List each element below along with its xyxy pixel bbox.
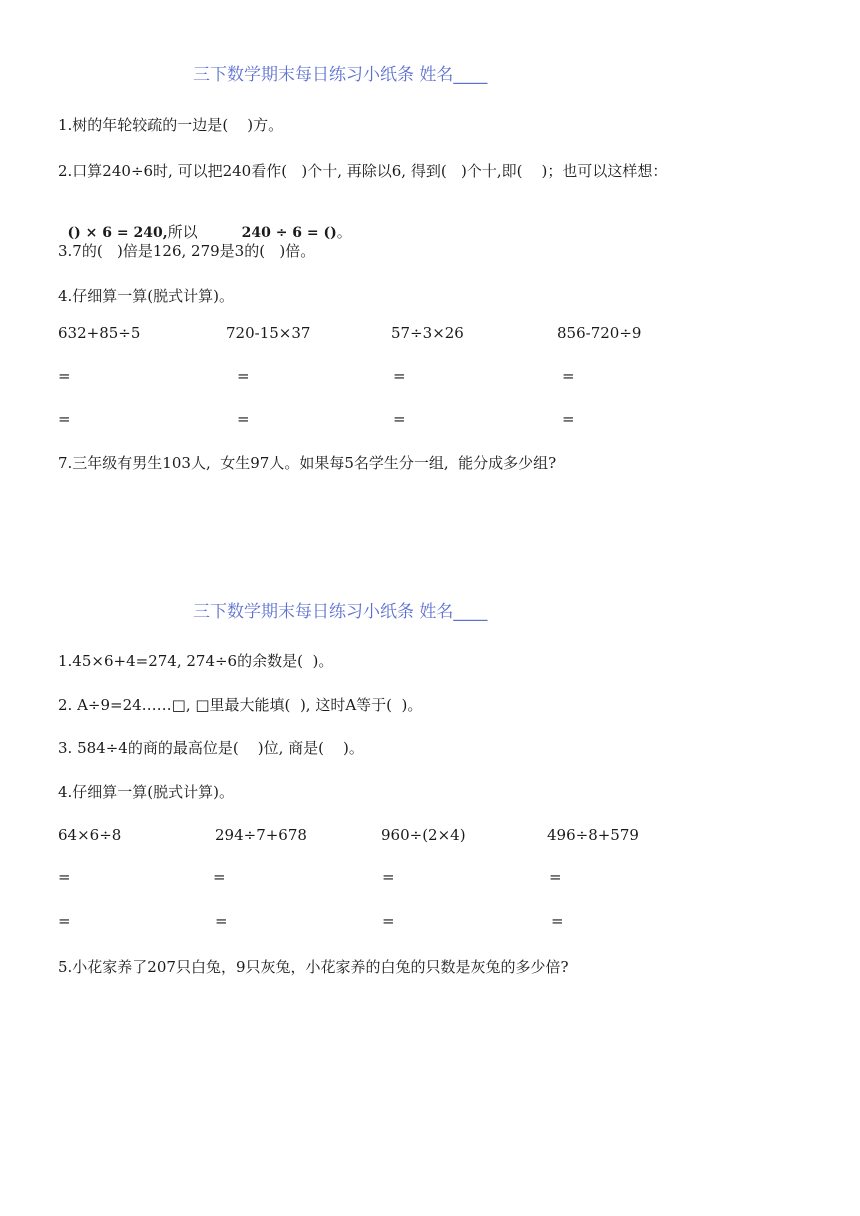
section1-equals: = [237, 367, 250, 385]
section2-calc-2: 294÷7+678 [215, 826, 307, 844]
section2-equals: = [551, 912, 564, 930]
section1-question-2-line2 [58, 202, 352, 243]
text-suoyi: 所以 [167, 223, 198, 241]
section1-equals: = [237, 410, 250, 428]
section1-question-2-line1: 2.口算240÷6时, 可以把240看作( )个十, 再除以6, 得到( )个十,即( )；也可以这样想： [58, 162, 668, 180]
section2-calc-4: 496÷8+579 [547, 826, 639, 844]
section2-equals: = [58, 912, 71, 930]
section2-calc-1: 64×6÷8 [58, 826, 122, 844]
section2-calc-3: 960÷(2×4) [381, 826, 466, 844]
section1-equals: = [393, 367, 406, 385]
section1-equals: = [58, 367, 71, 385]
section2-equals: = [215, 912, 228, 930]
section2-equals: = [382, 868, 395, 886]
section2-question-4-heading: 4.仔细算一算(脱式计算)。 [58, 783, 235, 801]
section2-equals: = [549, 868, 562, 886]
section2-equals: = [213, 868, 226, 886]
section1-calc-3: 57÷3×26 [391, 324, 464, 342]
section1-equals: = [393, 410, 406, 428]
section2-title: 三下数学期末每日练习小纸条 姓名____ [193, 602, 488, 622]
math-expression-1: () × 6 = 240, [67, 225, 168, 241]
section1-question-3: 3.7的( )倍是126, 279是3的( )倍。 [58, 242, 316, 260]
section1-question-7: 7.三年级有男生103人, 女生97人。如果每5名学生分一组, 能分成多少组? [58, 454, 557, 472]
section1-question-4-heading: 4.仔细算一算(脱式计算)。 [58, 287, 235, 305]
section2-question-3: 3. 584÷4的商的最高位是( )位, 商是( )。 [58, 739, 364, 757]
section1-calc-1: 632+85÷5 [58, 324, 141, 342]
section1-question-1: 1.树的年轮较疏的一边是( )方。 [58, 116, 284, 134]
section2-question-2: 2. A÷9=24……□, □里最大能填( ), 这时A等于( )。 [58, 696, 423, 714]
section1-equals: = [58, 410, 71, 428]
section1-equals: = [562, 367, 575, 385]
math-expression-2: 240 ÷ 6 = () [241, 225, 337, 241]
section2-question-1: 1.45×6+4=274, 274÷6的余数是( )。 [58, 652, 334, 670]
section1-calc-4: 856-720÷9 [557, 324, 642, 342]
text-period: 。 [336, 223, 352, 241]
section1-calc-2: 720-15×37 [226, 324, 311, 342]
section2-equals: = [382, 912, 395, 930]
section1-equals: = [562, 410, 575, 428]
section2-question-5: 5.小花家养了207只白兔，9只灰兔，小花家养的白兔的只数是灰兔的多少倍? [58, 958, 569, 976]
section2-equals: = [58, 868, 71, 886]
section1-title: 三下数学期末每日练习小纸条 姓名____ [193, 65, 488, 85]
